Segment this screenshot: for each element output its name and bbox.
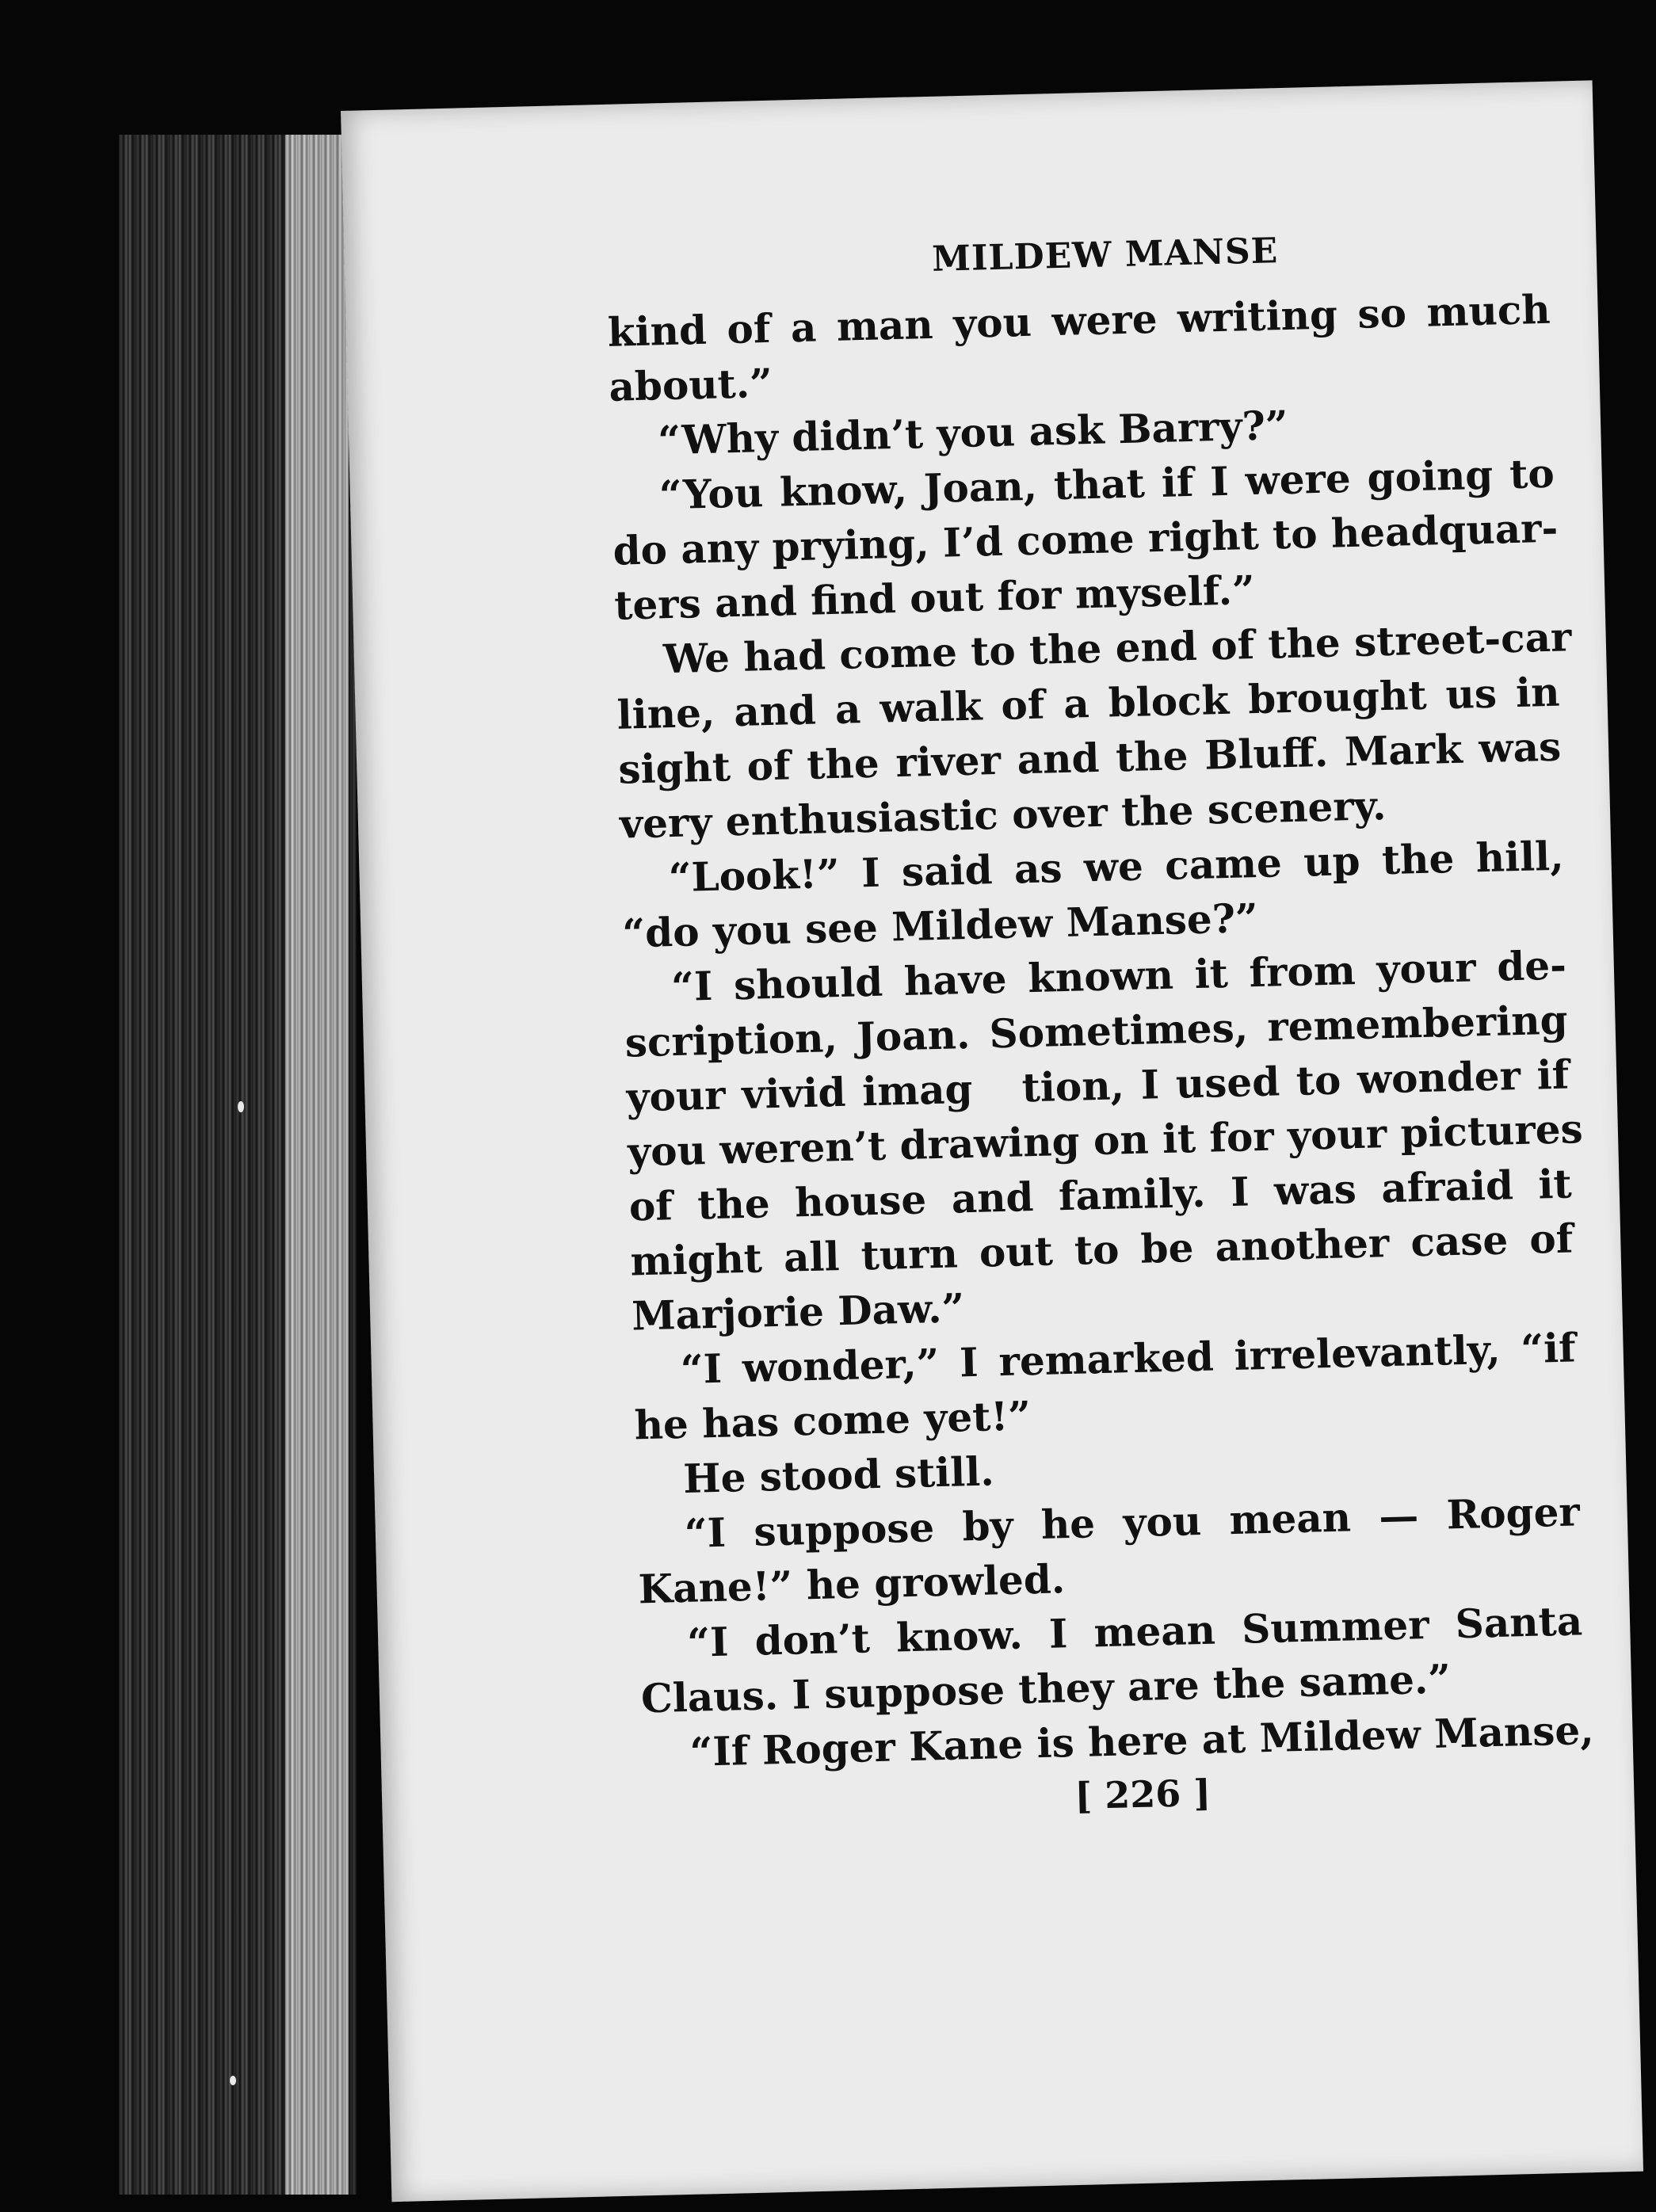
text-line: you weren’t drawing on it for your pictures [627,1105,1584,1176]
text-line: do any prying, I’d come right to headquar- [612,504,1559,574]
text-line: kind of a man you were writing so much [607,285,1551,356]
text-line: very enthusiastic over the scenery. [619,782,1387,848]
text-line: “You know, Joan, that if I were going to [658,449,1555,519]
text-line: “I should have known it from your de- [670,941,1567,1011]
text-line: “If Roger Kane is here at Mildew Manse, [689,1706,1595,1775]
text-line: “Look!” I said as we came up the hill, [668,832,1565,902]
text-line: He stood still. [682,1447,995,1502]
text-line: “I wonder,” I remarked irrelevantly, “if [680,1324,1577,1393]
book-page [341,80,1643,2202]
book-page-edges-highlight [285,135,349,2195]
text-line: line, and a walk of a block brought us in [616,668,1561,738]
body-text [607,282,1595,1781]
text-line: your vivid imag tion, I used to wonder if [625,1051,1570,1121]
text-line: scription, Joan. Sometimes, remembering [624,996,1569,1066]
text-line: We had come to the end of the street-car [662,613,1572,683]
text-line: might all turn out to be another case of [629,1215,1574,1285]
text-line: Kane!” he growled. [637,1555,1066,1613]
text-line: he has come yet!” [633,1392,1032,1449]
scan-speck [230,2076,236,2085]
text-line: sight of the river and the Bluff. Mark was [617,723,1562,793]
page-text-block [605,224,1595,1828]
scan-speck [238,1101,244,1112]
text-line: about.” [608,359,773,410]
text-line: “Why didn’t you ask Barry?” [657,401,1289,464]
text-line: Claus. I suppose they are the same.” [640,1655,1452,1722]
text-line: “do you see Mildew Manse?” [621,894,1259,957]
page-number: [ 226 ] [1074,1771,1211,1817]
text-line: “I suppose by he you mean — Roger [684,1488,1581,1557]
running-head: MILDEW MANSE [931,231,1279,280]
text-line: Marjorie Daw.” [631,1284,965,1340]
text-line: ters and find out for myself.” [613,566,1256,629]
text-line: “I don’t know. I mean Summer Santa [686,1597,1583,1666]
text-line: of the house and family. I was afraid it [628,1160,1573,1230]
